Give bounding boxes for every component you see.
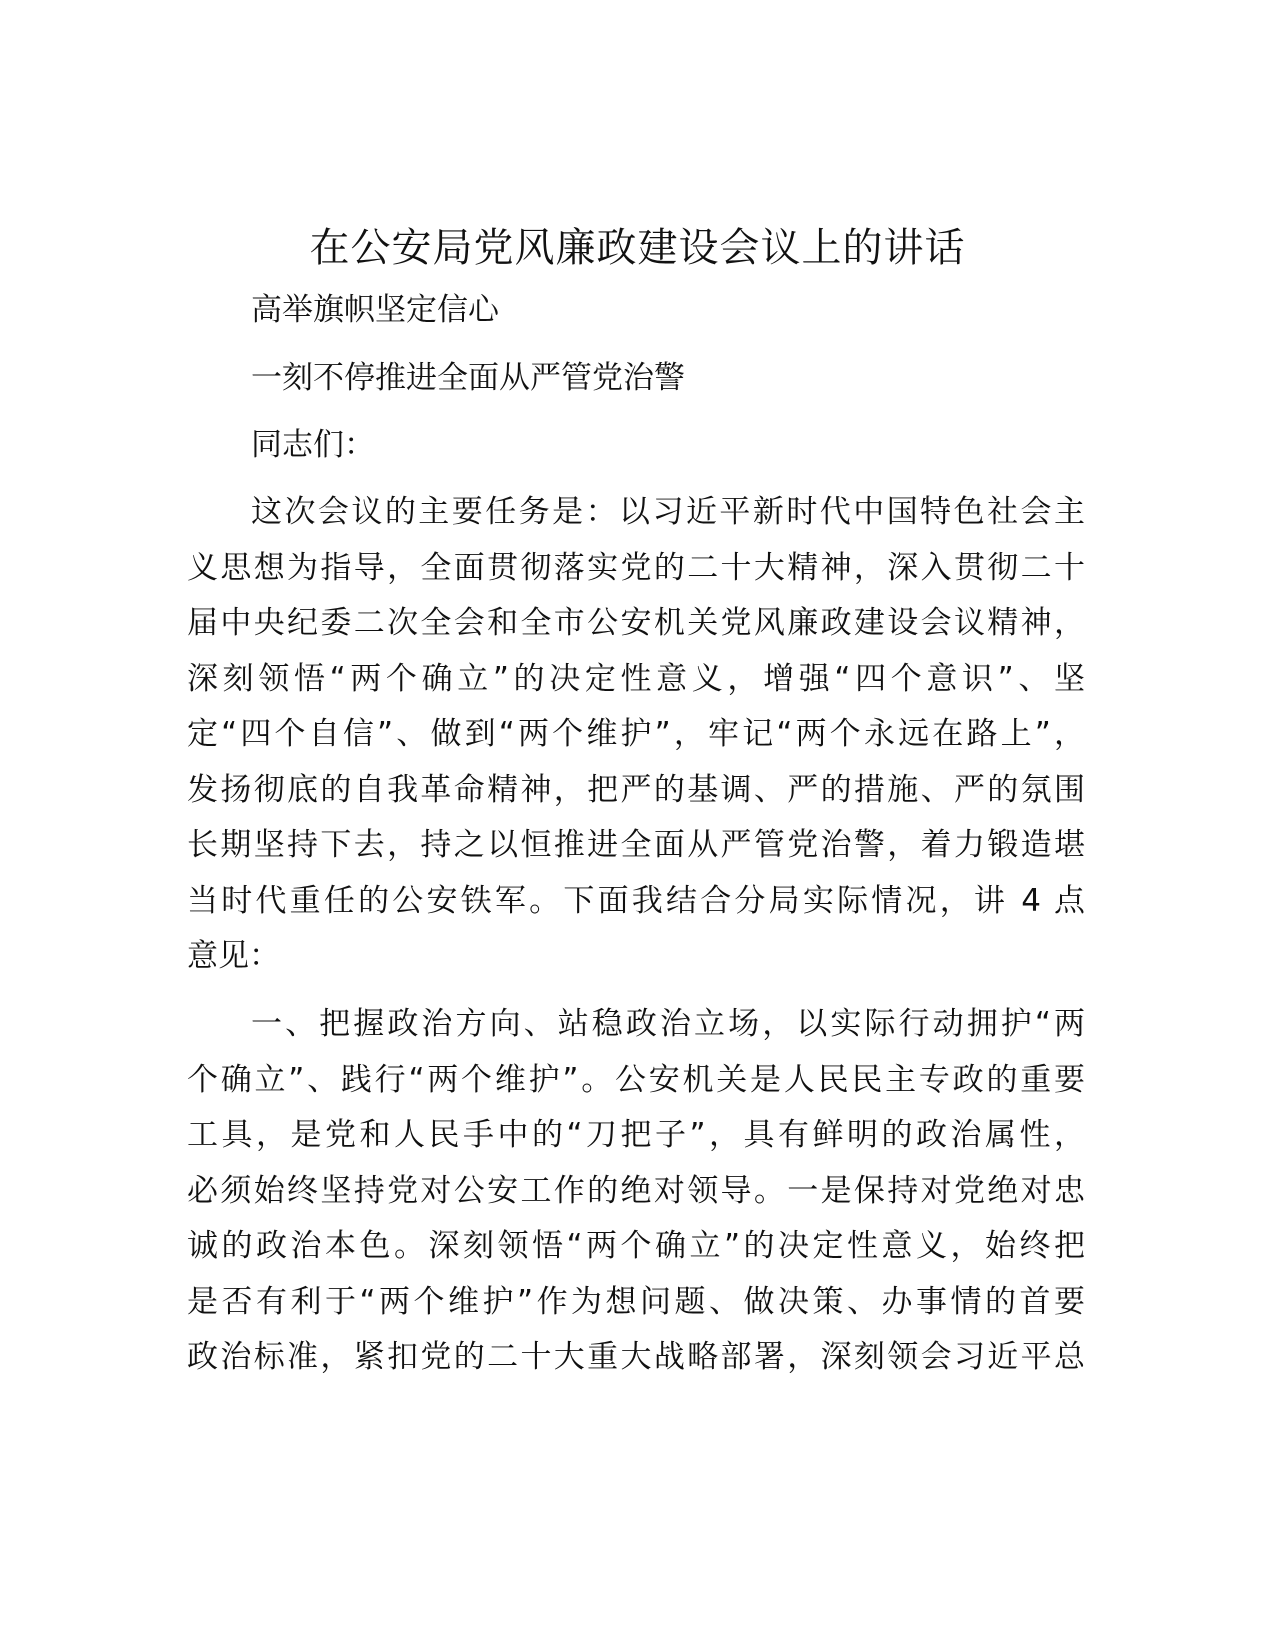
paragraph-line: 必须始终坚持党对公安工作的绝对领导。一是保持对党绝对忠	[187, 1173, 1085, 1209]
paragraph-line: 个确立”、践行“两个维护”。公安机关是人民民主专政的重要	[187, 1062, 1085, 1098]
paragraph-line: 定“四个自信”、做到“两个维护”，牢记“两个永远在路上”，	[187, 716, 1085, 752]
paragraph-line: 长期坚持下去，持之以恒推进全面从严管党治警，着力锻造堪	[187, 827, 1085, 863]
paragraph-line: 深刻领悟“两个确立”的决定性意义，增强“四个意识”、坚	[187, 661, 1085, 697]
paragraph-line: 是否有利于“两个维护”作为想问题、做决策、办事情的首要	[187, 1284, 1085, 1320]
paragraph-line: 一、把握政治方向、站稳政治立场，以实际行动拥护“两	[251, 1006, 1085, 1042]
paragraph-line: 当时代重任的公安铁军。下面我结合分局实际情况，讲 4 点	[187, 883, 1085, 919]
paragraph-line: 发扬彻底的自我革命精神，把严的基调、严的措施、严的氛围	[187, 772, 1085, 808]
paragraph-line: 工具，是党和人民手中的“刀把子”，具有鲜明的政治属性，	[187, 1117, 1085, 1153]
paragraph-line: 这次会议的主要任务是：以习近平新时代中国特色社会主	[251, 494, 1085, 530]
subtitle-line-1: 高举旗帜坚定信心	[251, 292, 499, 328]
paragraph-line: 诚的政治本色。深刻领悟“两个确立”的决定性意义，始终把	[187, 1228, 1085, 1264]
subtitle-line-2: 一刻不停推进全面从严管党治警	[251, 360, 685, 396]
paragraph-line: 届中央纪委二次全会和全市公安机关党风廉政建设会议精神，	[187, 605, 1085, 641]
paragraph-line: 政治标准，紧扣党的二十大重大战略部署，深刻领会习近平总	[187, 1339, 1085, 1375]
salutation: 同志们：	[251, 427, 375, 463]
document-title: 在公安局党风廉政建设会议上的讲话	[309, 225, 966, 271]
paragraph-line: 意见：	[187, 938, 280, 974]
paragraph-line: 义思想为指导，全面贯彻落实党的二十大精神，深入贯彻二十	[187, 550, 1085, 586]
